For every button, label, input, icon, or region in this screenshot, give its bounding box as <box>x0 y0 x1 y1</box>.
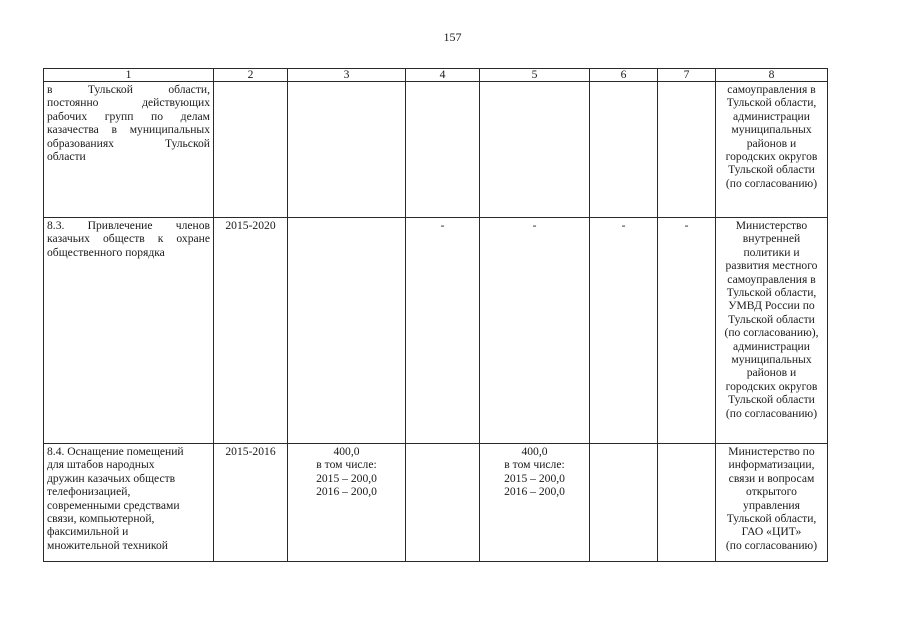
cell-line: для штабов народных <box>47 458 155 472</box>
cell-line: 400,0 <box>521 445 548 458</box>
cell-line: (по согласованию) <box>725 176 818 190</box>
cell-line: Тульской области <box>728 163 815 177</box>
regional-funding-cell <box>480 218 590 444</box>
cell-line: 8.4. Оснащение помещений <box>47 445 184 458</box>
cell-line: телефонизацией, <box>47 485 131 499</box>
cell-line: казачьих обществ к охране <box>47 232 210 246</box>
header-cell: 3 <box>288 69 406 82</box>
cell-line: УМВД России по <box>728 299 815 313</box>
cell-line: (по согласованию) <box>725 406 818 420</box>
cell-line: - <box>532 219 537 232</box>
measure-cell <box>44 218 214 444</box>
cell-line: дружин казачьих обществ <box>47 471 176 485</box>
regional-funding-cell <box>480 82 590 218</box>
cell-line: администрации <box>733 109 810 123</box>
measure-cell <box>44 82 214 218</box>
period-cell <box>214 82 288 218</box>
federal-funding-cell: - <box>406 218 480 444</box>
total-funding-cell <box>288 218 406 444</box>
cell-line: администрации <box>733 339 810 353</box>
table-row <box>44 218 828 444</box>
cell-line: связи и вопросам <box>728 471 815 485</box>
header-cell: 7 <box>658 69 716 82</box>
other-funding-cell <box>658 82 716 218</box>
cell-line: казачества в муниципальных <box>47 123 210 137</box>
cell-line: в том числе: <box>504 458 565 472</box>
cell-line: Министерство <box>735 219 808 232</box>
total-funding-cell <box>288 82 406 218</box>
cell-line: Тульской области, <box>726 512 817 526</box>
table-row <box>44 82 828 218</box>
executor-cell <box>716 444 828 562</box>
measure-cell <box>44 444 214 562</box>
cell-line: Тульской области, <box>726 96 817 110</box>
cell-line: (по согласованию) <box>725 538 818 552</box>
cell-line: районов и <box>746 136 797 150</box>
header-cell: 2 <box>214 69 288 82</box>
cell-line: Тульской области, <box>726 286 817 300</box>
cell-line: в том числе: <box>316 458 377 472</box>
cell-line: муниципальных <box>731 353 812 367</box>
other-funding-cell: - <box>658 218 716 444</box>
cell-line: городских округов <box>725 150 818 164</box>
header-cell: 4 <box>406 69 480 82</box>
cell-line: развития местного <box>725 259 818 273</box>
cell-line: ГАО «ЦИТ» <box>741 525 802 539</box>
header-cell: 5 <box>480 69 590 82</box>
cell-line: Министерство по <box>728 445 815 458</box>
local-funding-cell <box>590 444 658 562</box>
cell-line: области <box>47 150 86 164</box>
table-row <box>44 444 828 562</box>
federal-funding-cell <box>406 444 480 562</box>
period-cell: 2015-2016 <box>214 444 288 562</box>
cell-line: современными средствами <box>47 498 180 512</box>
cell-line: городских округов <box>725 379 818 393</box>
program-table <box>43 68 828 562</box>
cell-line: районов и <box>746 366 797 380</box>
cell-line: внутренней <box>742 232 801 246</box>
federal-funding-cell <box>406 82 480 218</box>
cell-line: информатизации, <box>728 458 815 472</box>
cell-line: факсимильной и <box>47 525 129 539</box>
cell-line: образованиях Тульской <box>47 136 210 150</box>
cell-line: 400,0 <box>333 445 360 458</box>
cell-line: 2015 – 200,0 <box>504 471 565 485</box>
cell-line: множительной техникой <box>47 538 168 552</box>
regional-funding-cell <box>480 444 590 562</box>
cell-line: рабочих групп по делам <box>47 109 210 123</box>
header-cell: 6 <box>590 69 658 82</box>
cell-line: 2016 – 200,0 <box>316 485 377 499</box>
cell-line: политики и <box>743 245 800 259</box>
header-row <box>44 69 828 82</box>
local-funding-cell <box>590 82 658 218</box>
cell-line: управления <box>743 498 800 512</box>
cell-line: самоуправления в <box>727 83 816 96</box>
header-cell: 1 <box>44 69 214 82</box>
cell-line: муниципальных <box>731 123 812 137</box>
cell-line: 2015 – 200,0 <box>316 471 377 485</box>
local-funding-cell: - <box>590 218 658 444</box>
cell-line: в Тульской области, <box>47 83 210 96</box>
cell-line: открытого <box>746 485 797 499</box>
period-cell: 2015-2020 <box>214 218 288 444</box>
cell-line: связи, компьютерной, <box>47 512 155 526</box>
cell-line: 2016 – 200,0 <box>504 485 565 499</box>
cell-line: постоянно действующих <box>47 96 210 110</box>
cell-line: самоуправления в <box>727 272 816 286</box>
cell-line: общественного порядка <box>47 245 165 259</box>
cell-line: 8.3. Привлечение членов <box>47 219 210 232</box>
total-funding-cell <box>288 444 406 562</box>
cell-line: Тульской области <box>728 312 815 326</box>
cell-line: (по согласованию), <box>724 326 819 340</box>
header-cell: 8 <box>716 69 828 82</box>
executor-cell <box>716 218 828 444</box>
executor-cell <box>716 82 828 218</box>
page-number: 157 <box>443 30 462 44</box>
cell-line: Тульской области <box>728 393 815 407</box>
other-funding-cell <box>658 444 716 562</box>
